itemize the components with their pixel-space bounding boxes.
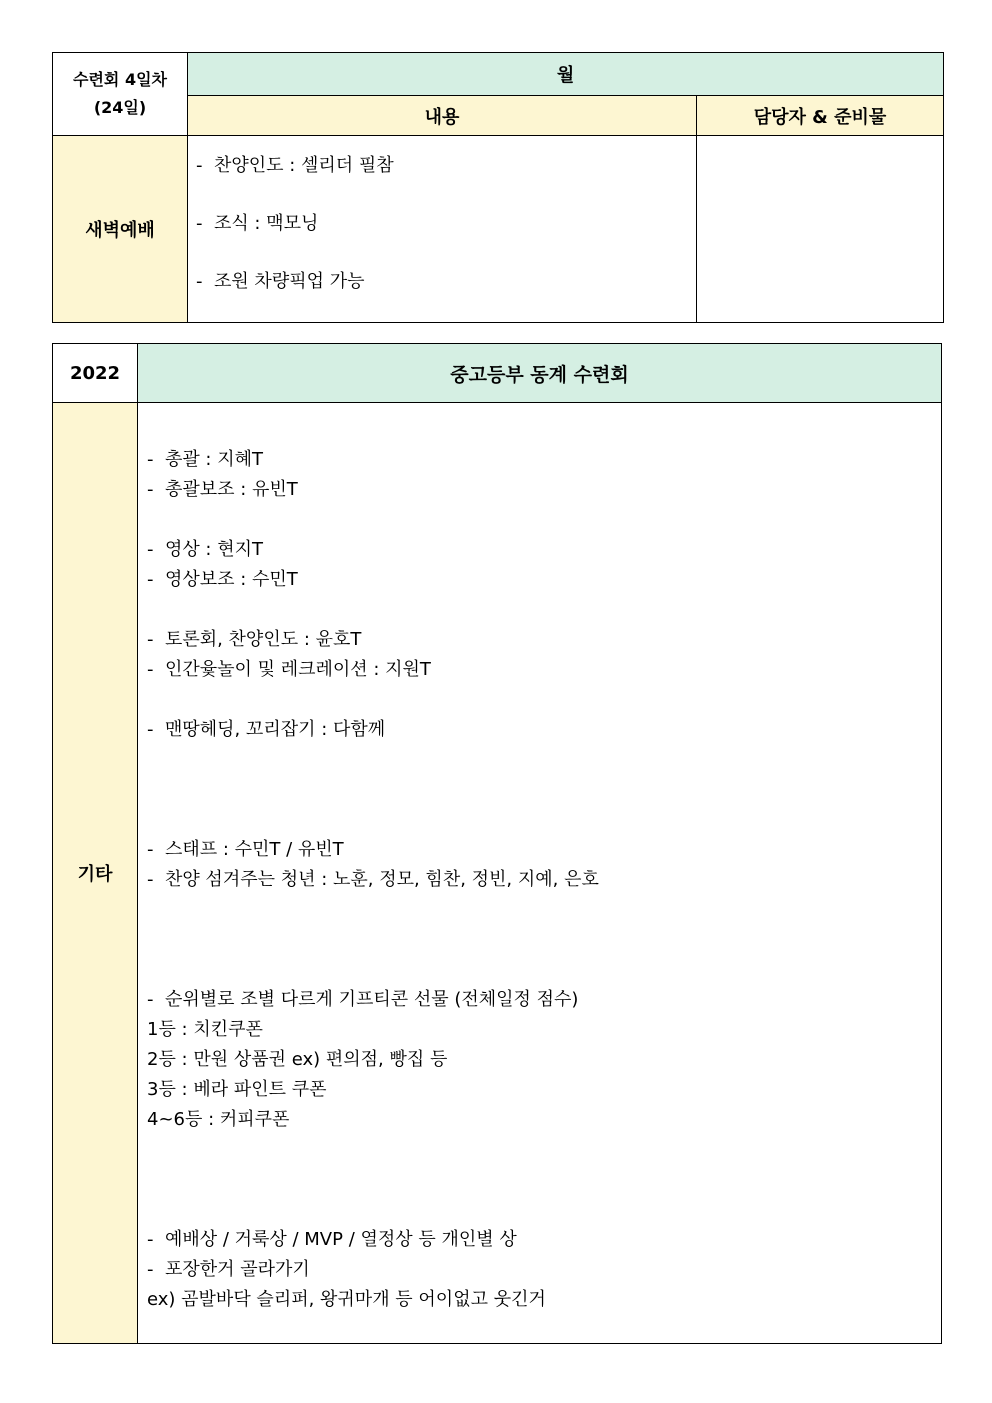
- content-header: 내용: [188, 96, 697, 136]
- content-line: [147, 925, 941, 955]
- year-cell: 2022: [53, 344, 138, 403]
- content-line: - 맨땅헤딩, 꼬리잡기 : 다함께: [147, 719, 386, 740]
- content-line: 2등 : 만원 상품권 ex) 편의점, 빵집 등: [147, 1049, 448, 1070]
- content-line: - 순위별로 조별 다르게 기프티콘 선물 (전체일정 점수): [147, 989, 579, 1010]
- content-line: ex) 곰발바닥 슬리퍼, 왕귀마개 등 어이없고 웃긴거: [147, 1289, 546, 1310]
- content-line: - 총괄 : 지혜T: [147, 449, 263, 470]
- content-line: [147, 1135, 941, 1165]
- content-line: - 총괄보조 : 유빈T: [147, 479, 298, 500]
- content-line: [147, 415, 941, 445]
- content-line: 4~6등 : 커피쿠폰: [147, 1109, 290, 1130]
- content-line: - 찬양인도 : 셀리더 필참: [196, 155, 394, 176]
- staff-header: 담당자 & 준비물: [697, 96, 944, 136]
- retreat-info-table: [52, 343, 942, 1344]
- content-line: - 인간윷놀이 및 레크레이션 : 지원T: [147, 659, 431, 680]
- content-line: [147, 1195, 941, 1225]
- staff-content-cell: [697, 136, 944, 323]
- content-line: [147, 775, 941, 805]
- content-line: [147, 895, 941, 925]
- day-label-cell: [53, 53, 188, 136]
- content-line: - 조식 : 맥모닝: [196, 213, 319, 234]
- content-line: [147, 745, 941, 775]
- content-line: [147, 805, 941, 835]
- content-line: - 예배상 / 거룩상 / MVP / 열정상 등 개인별 상: [147, 1229, 517, 1250]
- row-label-other: 기타: [53, 403, 138, 1344]
- content-line: - 찬양 섬겨주는 청년 : 노훈, 정모, 힘찬, 정빈, 지예, 은호: [147, 869, 599, 890]
- content-line: [147, 685, 941, 715]
- content-line: - 스태프 : 수민T / 유빈T: [147, 839, 344, 860]
- dawn-worship-content: [188, 136, 697, 323]
- content-line: 3등 : 베라 파인트 쿠폰: [147, 1079, 327, 1100]
- schedule-table-day4: [52, 52, 944, 323]
- content-line: [147, 595, 941, 625]
- content-line: [147, 1165, 941, 1195]
- day-label-line2: (24일): [93, 98, 147, 117]
- content-line: - 영상보조 : 수민T: [147, 569, 298, 590]
- content-line: [147, 505, 941, 535]
- content-line: - 조원 차량픽업 가능: [196, 271, 365, 292]
- row-label-dawn-worship: 새벽예배: [53, 136, 188, 323]
- content-line: 1등 : 치킨쿠폰: [147, 1019, 263, 1040]
- content-line: [147, 955, 941, 985]
- other-content: [138, 403, 942, 1344]
- content-line: - 토론회, 찬양인도 : 윤호T: [147, 629, 362, 650]
- weekday-header: 월: [188, 53, 944, 96]
- retreat-title: 중고등부 동계 수련회: [138, 344, 942, 403]
- day-label-line1: 수련회 4일차: [73, 70, 167, 89]
- content-line: - 영상 : 현지T: [147, 539, 263, 560]
- content-line: - 포장한거 골라가기: [147, 1259, 310, 1280]
